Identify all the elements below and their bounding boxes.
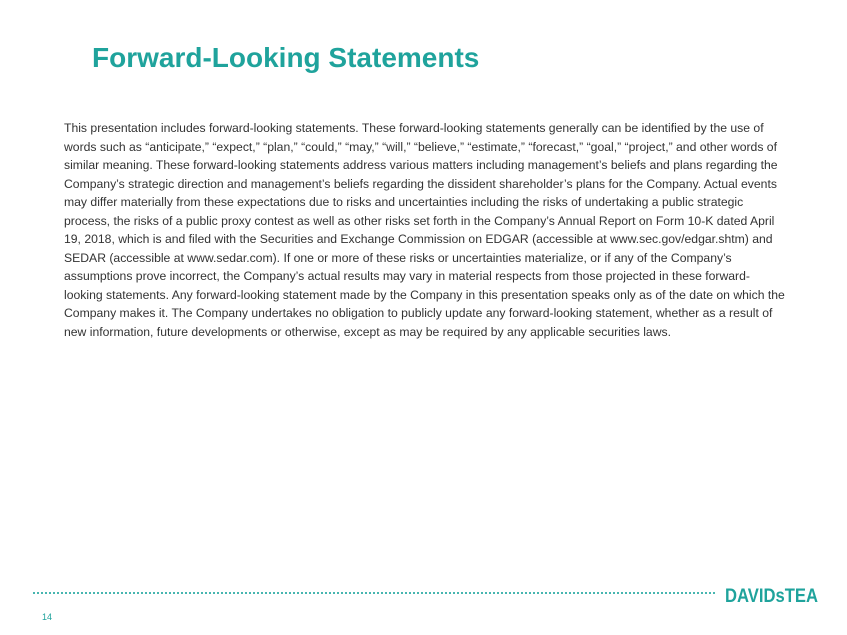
slide-title: Forward-Looking Statements — [92, 42, 480, 73]
page-number: 14 — [42, 612, 53, 622]
forward-looking-statement-text: This presentation includes forward-looking statements. These forward-looking statements generally can be identified by the use of words such as “anticipate,” “expect,” “plan,” “could,” “may,” “will,” “believe,” “estimate,” “forecast,” “goal,” “project,” and other words of similar meaning. These forward-looking statements address various matters including management’s beliefs and plans regarding the Company’s strategic direction and management’s beliefs regarding the dissident shareholder’s plans for the Company. Actual events may differ materially from these expectations due to risks and uncertainties including the risks of undertaking a public strategic process, the risks of a public proxy contest as well as other risks set forth in the Company’s Annual Report on Form 10-K dated April 19, 2018, which is and filed with the Securities and Exchange Commission on EDGAR (accessible at www.sec.gov/edgar.shtm) and SEDAR (accessible at www.sedar.com). If one or more of these risks or uncertainties materialize, or if any of the Company’s assumptions prove incorrect, the Company’s actual results may vary in material respects from those projected in these forward-looking statements. Any forward-looking statement made by the Company in this presentation speaks only as of the date on which the Company makes it. The Company undertakes no obligation to publicly update any forward-looking statement, whether as a result of new information, future developments or otherwise, except as may be required by any applicable securities laws. — [64, 121, 785, 339]
footer-dotted-divider — [33, 592, 715, 594]
davidstea-logo — [725, 584, 818, 606]
davidstea-logo-text: DAVIDsTEA — [725, 586, 819, 607]
